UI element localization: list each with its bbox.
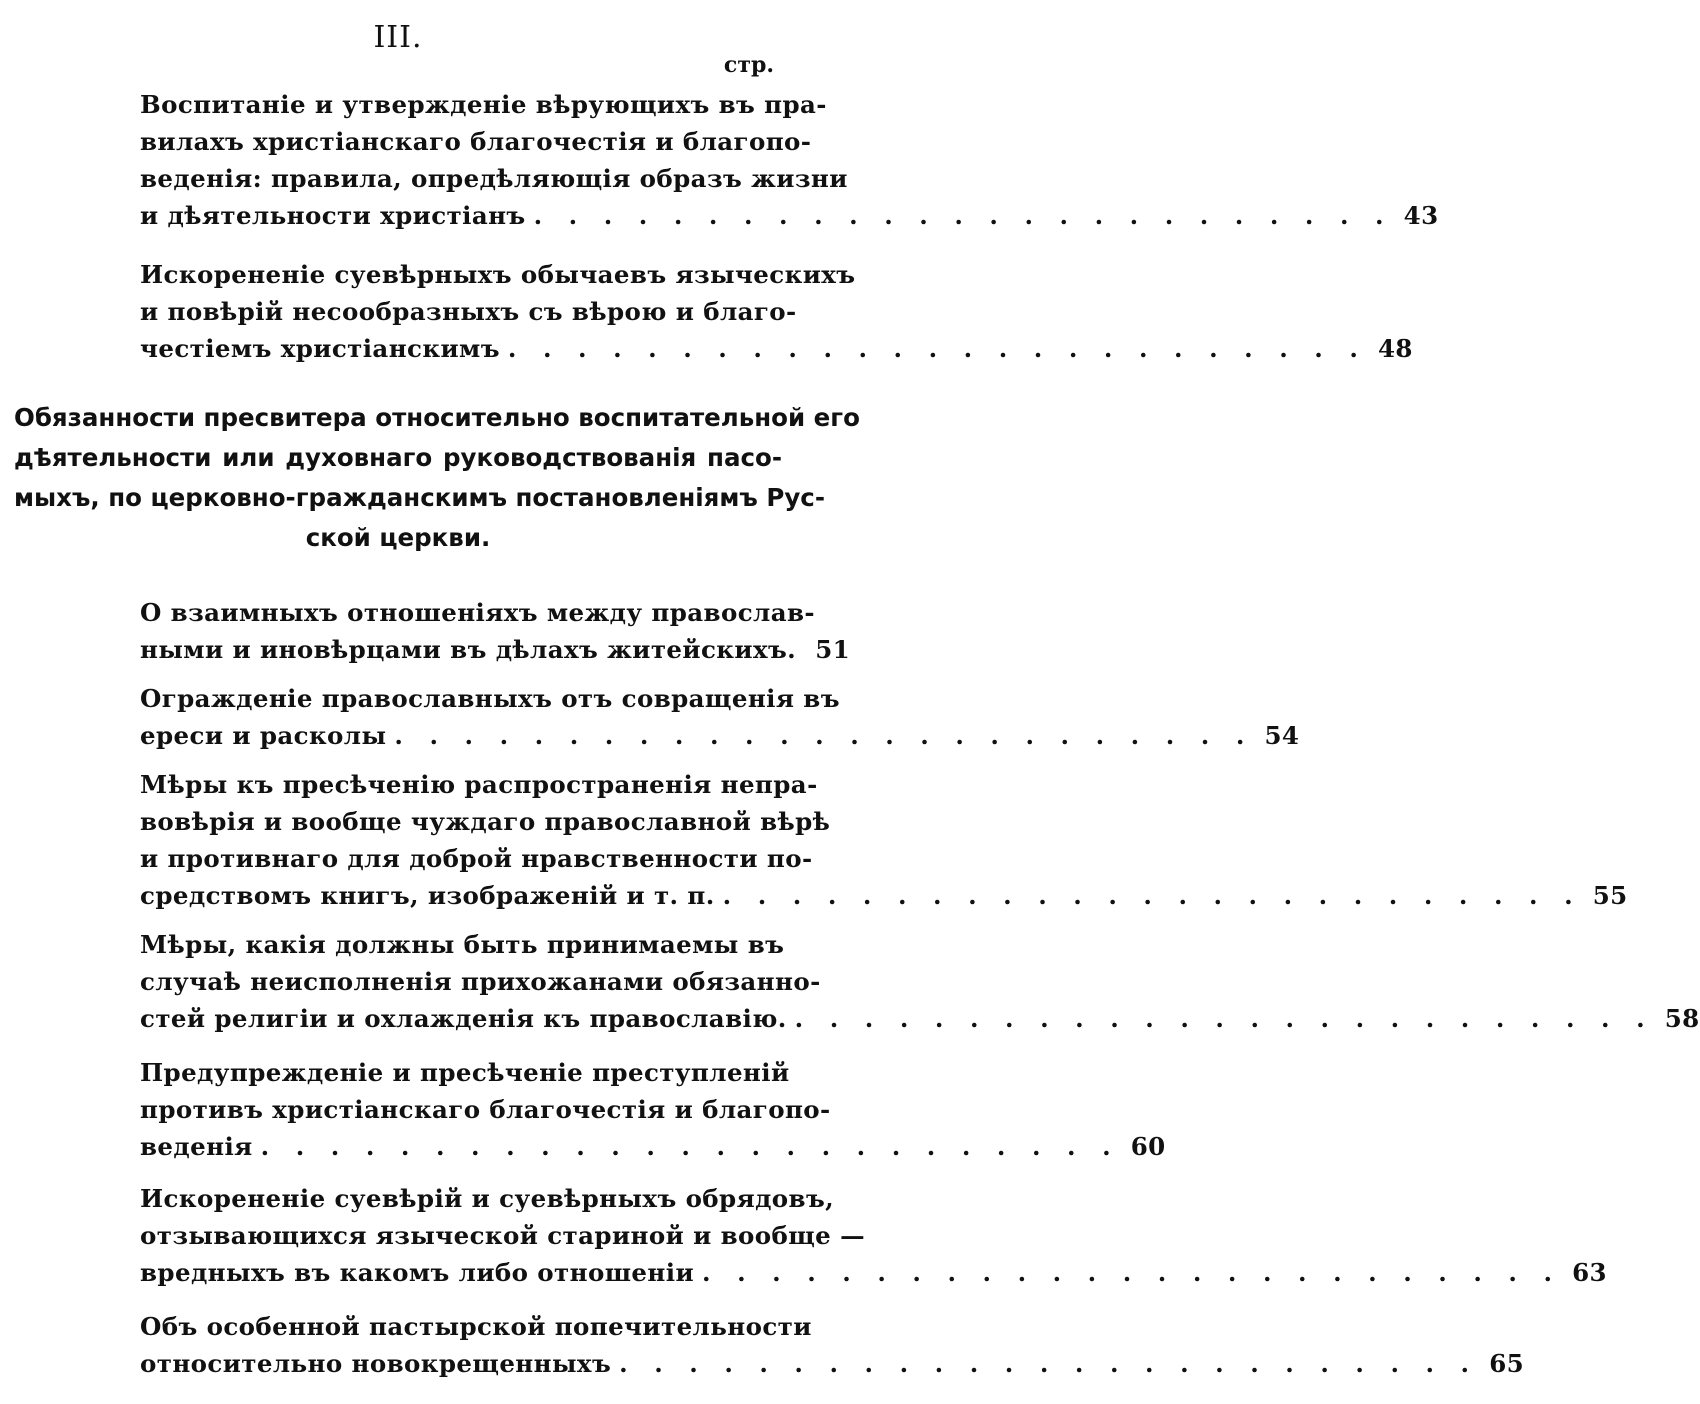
toc-page-number: 55 bbox=[1592, 881, 1628, 910]
toc-entry-line: Искорененіе суевѣрныхъ обычаевъ языческихъ bbox=[140, 260, 856, 289]
toc-entry-line: Искорененіе суевѣрій и суевѣрныхъ обрядовъ, bbox=[140, 1184, 835, 1213]
toc-entry-line: отзывающихся языческой стариной и вообще — bbox=[140, 1221, 865, 1250]
section-heading-line: дѣятельности или духовнаго руководствованія пасо- bbox=[14, 443, 782, 472]
toc-entry bbox=[140, 1308, 1525, 1382]
toc-entry-line: и дѣятельности христіанъ bbox=[140, 201, 526, 230]
section-heading bbox=[14, 398, 860, 558]
toc-entry bbox=[140, 256, 1413, 367]
dot-leader: . . . . . . . . . . . . . . . . . . . . . . . . . bbox=[394, 721, 1254, 750]
toc-entry-line: Воспитаніе и утвержденіе вѣрующихъ въ пра- bbox=[140, 90, 827, 119]
toc-entry-line: ереси и расколы bbox=[140, 721, 387, 750]
dot-leader: . . . . . . . . . . . . . . . . . . . . . . . . . bbox=[619, 1349, 1479, 1378]
toc-page-number: 43 bbox=[1403, 201, 1439, 230]
section-heading-line: ской церкви. bbox=[305, 523, 491, 552]
toc-entry-line: относительно новокрещенныхъ bbox=[140, 1349, 612, 1378]
toc-entry-line: стей религіи и охлажденія къ православію. bbox=[140, 1004, 787, 1033]
toc-entry-line: вовѣрія и вообще чуждаго православной вѣрѣ bbox=[140, 807, 831, 836]
dot-leader: . . . . . . . . . . . . . . . . . . . . . . . . . bbox=[260, 1132, 1120, 1161]
toc-entry-line: противъ христіанскаго благочестія и благопо- bbox=[140, 1095, 831, 1124]
toc-entry-line: вилахъ христіанскаго благочестія и благопо- bbox=[140, 127, 812, 156]
toc-entry-line: честіемъ христіанскимъ bbox=[140, 334, 500, 363]
toc-entry-line: вредныхъ въ какомъ либо отношеніи bbox=[140, 1258, 695, 1287]
toc-entry-line: и повѣрій несообразныхъ съ вѣрою и благо- bbox=[140, 297, 797, 326]
toc-entry-line: средствомъ книгъ, изображеній и т. п. bbox=[140, 881, 715, 910]
toc-page-number: 58 bbox=[1664, 1004, 1700, 1033]
toc-entry bbox=[140, 594, 851, 668]
dot-leader: . . . . . . . . . . . . . . . . . . . . . . . . . bbox=[722, 881, 1582, 910]
toc-entry-line: веденія bbox=[140, 1132, 253, 1161]
dot-leader: . . . . . . . . . . . . . . . . . . . . . . . . . bbox=[533, 201, 1393, 230]
toc-entry-line: Мѣры, какія должны быть принимаемы въ bbox=[140, 930, 785, 959]
toc-page-number: 63 bbox=[1572, 1258, 1607, 1287]
dot-leader: . . . . . . . . . . . . . . . . . . . . . . . . . bbox=[507, 334, 1367, 363]
toc-entry bbox=[140, 1054, 1166, 1165]
toc-page-number: 54 bbox=[1264, 721, 1300, 750]
toc-entry-line: ными и иновѣрцами въ дѣлахъ житейскихъ. bbox=[140, 635, 797, 664]
toc-entry-line: Предупрежденіе и пресѣченіе преступленій bbox=[140, 1058, 790, 1087]
toc-entry bbox=[140, 86, 1439, 234]
toc-entry-line: случаѣ неисполненія прихожанами обязанно- bbox=[140, 967, 821, 996]
toc-page-number: 51 bbox=[815, 635, 851, 664]
page-number: III. bbox=[373, 20, 423, 55]
toc-entry-line: Огражденіе православныхъ отъ совращенія въ bbox=[140, 684, 840, 713]
toc-page-number: 65 bbox=[1489, 1349, 1525, 1378]
toc-entry-line: Объ особенной пастырской попечительности bbox=[140, 1312, 812, 1341]
page-column-header: стр. bbox=[723, 52, 774, 78]
toc-entry-line: О взаимныхъ отношеніяхъ между православ- bbox=[140, 598, 815, 627]
toc-page-number: 48 bbox=[1377, 334, 1413, 363]
section-heading-line: мыхъ, по церковно-гражданскимъ постановленіямъ Рус- bbox=[14, 483, 825, 512]
toc-entry bbox=[140, 766, 1628, 914]
toc-entry bbox=[140, 926, 1700, 1037]
section-heading-line: Обязанности пресвитера относительно воспитательной его bbox=[14, 403, 860, 432]
toc-entry-line: Мѣры къ пресѣченію распространенія непра- bbox=[140, 770, 818, 799]
toc-page-number: 60 bbox=[1130, 1132, 1166, 1161]
dot-leader: . . . . . . . . . . . . . . . . . . . . . . . . . bbox=[702, 1258, 1561, 1287]
toc-entry bbox=[140, 1180, 1607, 1291]
dot-leader: . . . . . . . . . . . . . . . . . . . . . . . . . bbox=[794, 1004, 1654, 1033]
toc-entry-line: и противнаго для доброй нравственности по- bbox=[140, 844, 813, 873]
toc-entry bbox=[140, 680, 1300, 754]
toc-entry-line: веденія: правила, опредѣляющія образъ жизни bbox=[140, 164, 848, 193]
